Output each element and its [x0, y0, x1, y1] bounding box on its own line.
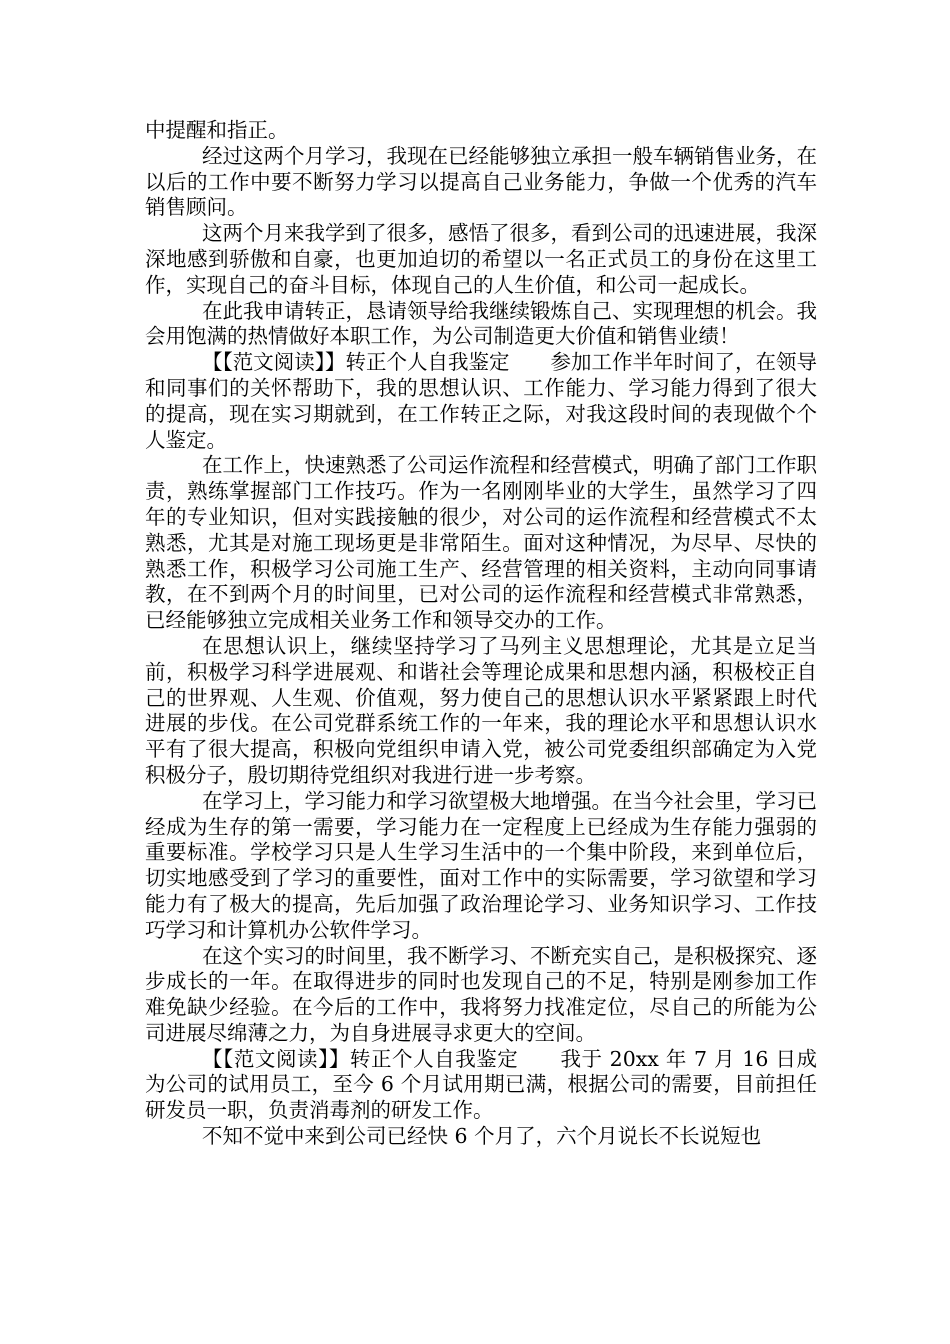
paragraph: 这两个月来我学到了很多，感悟了很多，看到公司的迅速进展，我深深地感到骄傲和自豪，也更加迫切的希望以一名正式员工的身份在这里工作，实现自己的奋斗目标，体现自己的人生价值，和公司一起成长。 [145, 221, 817, 297]
paragraph: 中提醒和指正。 [145, 118, 289, 142]
paragraph: 在这个实习的时间里，我不断学习、不断充实自己，是积极探究、逐步成长的一年。在取得进步的同时也发现自己的不足，特别是刚参加工作难免缺少经验。在今后的工作中，我将努力找准定位，尽自己的所能为公司进展尽绵薄之力，为自身进展寻求更大的空间。 [145, 943, 817, 1045]
paragraph: 【【范文阅读】】转正个人自我鉴定 我于 20xx 年 7 月 16 日成为公司的试用员工，至今 6 个月试用期已满，根据公司的需要，目前担任研发员一职，负责消毒剂的研发工作。 [145, 1046, 817, 1123]
paragraph: 【【范文阅读】】转正个人自我鉴定 参加工作半年时间了，在领导和同事们的关怀帮助下，我的思想认识、工作能力、学习能力得到了很大的提高，现在实习期就到，在工作转正之际，对我这段时间的表现做个个人鉴定。 [145, 350, 817, 452]
paragraph: 在工作上，快速熟悉了公司运作流程和经营模式，明确了部门工作职责，熟练掌握部门工作技巧。作为一名刚刚毕业的大学生，虽然学习了四年的专业知识，但对实践接触的很少，对公司的运作流程和经营模式不太熟悉，尤其是对施工现场更是非常陌生。面对这种情况，为尽早、尽快的熟悉工作，积极学习公司施工生产、经营管理的相关资料，主动向同事请教，在不到两个月的时间里，已对公司的运作流程和经营模式非常熟悉，已经能够独立完成相关业务工作和领导交办的工作。 [145, 453, 817, 633]
paragraph: 在思想认识上，继续坚持学习了马列主义思想理论，尤其是立足当前，积极学习科学进展观、和谐社会等理论成果和思想内涵，积极校正自己的世界观、人生观、价值观，努力使自己的思想认识水平紧紧跟上时代进展的步伐。在公司党群系统工作的一年来，我的理论水平和思想认识水平有了很大提高，积极向党组织申请入党，被公司党委组织部确定为入党积极分子，殷切期待党组织对我进行进一步考察。 [145, 633, 817, 787]
document-body [145, 118, 817, 1150]
paragraph: 经过这两个月学习，我现在已经能够独立承担一般车辆销售业务，在以后的工作中要不断努力学习以提高自己业务能力，争做一个优秀的汽车销售顾问。 [145, 143, 817, 220]
paragraph: 在学习上，学习能力和学习欲望极大地增强。在当今社会里，学习已经成为生存的第一需要，学习能力在一定程度上已经成为生存能力强弱的重要标准。学校学习只是人生学习生活中的一个集中阶段，来到单位后，切实地感受到了学习的重要性，面对工作中的实际需要，学习欲望和学习能力有了极大的提高，先后加强了政治理论学习、业务知识学习、工作技巧学习和计算机办公软件学习。 [145, 788, 817, 942]
paragraph: 在此我申请转正，恳请领导给我继续锻炼自己、实现理想的机会。我会用饱满的热情做好本职工作，为公司制造更大价值和销售业绩！ [145, 298, 817, 349]
paragraph: 不知不觉中来到公司已经快 6 个月了，六个月说长不长说短也 [202, 1124, 762, 1149]
